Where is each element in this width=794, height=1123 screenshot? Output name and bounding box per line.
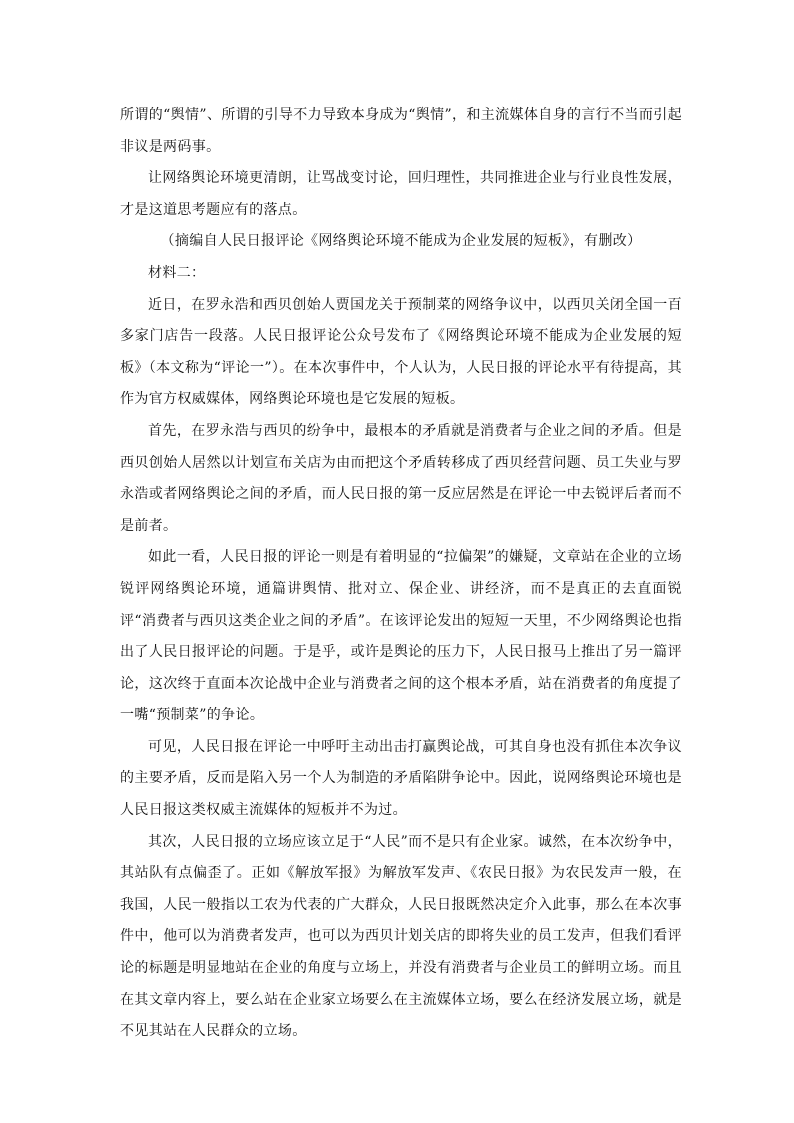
- paragraph-analysis: 如此一看，人民日报的评论一则是有着明显的“拉偏架”的嫌疑，文章站在企业的立场锐评网络舆论环境，通篇讲舆情、批对立、保企业、讲经济，而不是真正的去直面锐评“消费者与西贝这类企业之间的矛盾”。在该评论发出的短短一天里，不少网络舆论也指出了人民日报评论的问题。于是乎，或许是舆论的压力下，人民日报马上推出了另一篇评论，这次终于直面本次论战中企业与消费者之间的这个根本矛盾，站在消费者的角度提了一嘴“预制菜”的争论。: [120, 549, 682, 724]
- paragraph-continuation: 所谓的“舆情”、所谓的引导不力导致本身成为“舆情”，和主流媒体自身的言行不当而引起非议是两码事。: [120, 107, 682, 155]
- paragraph-first-point: 首先，在罗永浩与西贝的纷争中，最根本的矛盾就是消费者与企业之间的矛盾。但是西贝创始人居然以计划宣布关店为由而把这个矛盾转移成了西贝经营问题、员工失业与罗永浩或者网络舆论之间的矛盾，而人民日报的第一反应居然是在评论一中去锐评后者而不是前者。: [120, 422, 682, 534]
- paragraph-conclusion: 让网络舆论环境更清朗，让骂战变讨论，回归理性，共同推进企业与行业良性发展，才是这道思考题应有的落点。: [120, 170, 682, 218]
- article-body: [120, 100, 682, 1048]
- section-heading-material-two: 材料二：: [148, 264, 206, 281]
- paragraph-summary: 可见，人民日报在评论一中呼吁主动出击打赢舆论战，可其自身也没有抓住本次争议的主要矛盾，反而是陷入另一个人为制造的矛盾陷阱争论中。因此，说网络舆论环境也是人民日报这类权威主流媒体的短板并不为过。: [120, 738, 682, 819]
- paragraph-intro: 近日，在罗永浩和西贝创始人贾国龙关于预制菜的网络争议中，以西贝关闭全国一百多家门店告一段落。人民日报评论公众号发布了《网络舆论环境不能成为企业发展的短板》（本文称为“评论一”）。在本次事件中，个人认为，人民日报的评论水平有待提高，其作为官方权威媒体，网络舆论环境也是它发展的短板。: [120, 296, 682, 408]
- source-citation: （摘编自人民日报评论《网络舆论环境不能成为企业发展的短板》，有删改）: [160, 233, 642, 250]
- paragraph-second-point: 其次，人民日报的立场应该立足于“人民”而不是只有企业家。诚然，在本次纷争中，其站队有点偏歪了。正如《解放军报》为解放军发声、《农民日报》为农民发声一般，在我国，人民一般指以工农为代表的广大群众，人民日报既然决定介入此事，那么在本次事件中，他可以为消费者发声，也可以为西贝计划关店的即将失业的员工发声，但我们看评论的标题是明显地站在企业的角度与立场上，并没有消费者与企业员工的鲜明立场。而且在其文章内容上，要么站在企业家立场要么在主流媒体立场，要么在经济发展立场，就是不见其站在人民群众的立场。: [120, 833, 682, 1040]
